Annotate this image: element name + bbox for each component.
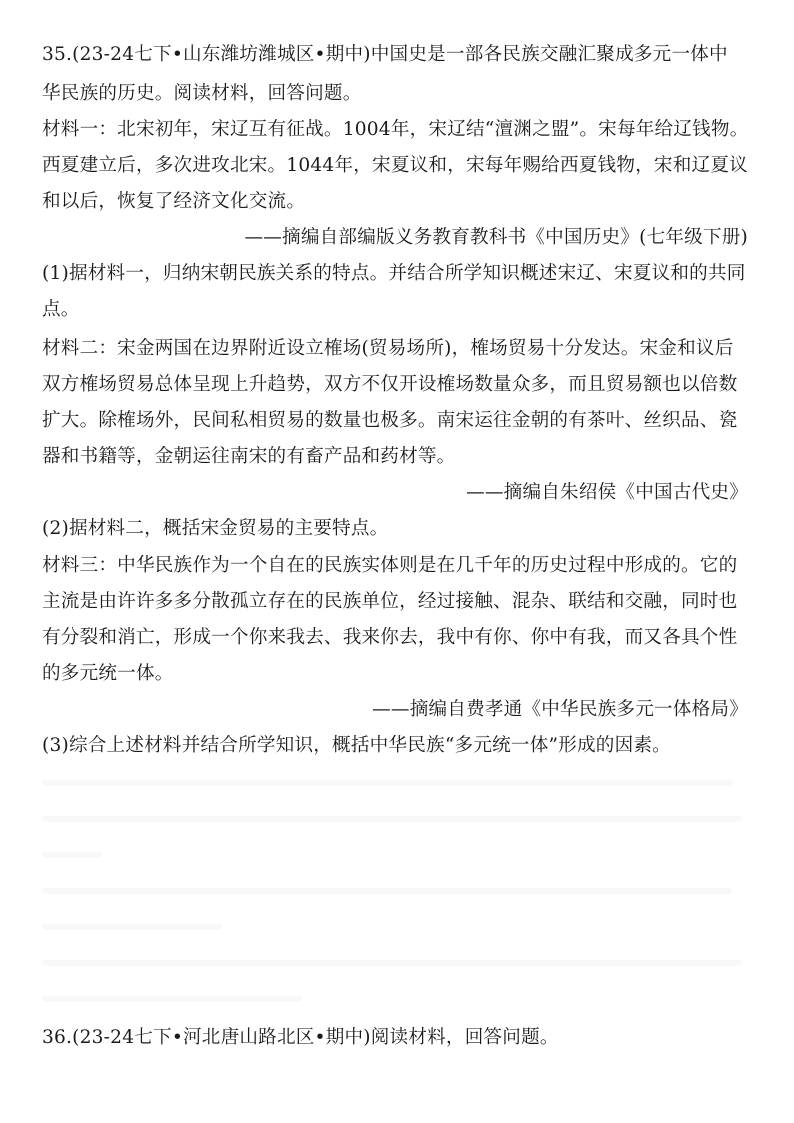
question-2: (2)据材料二，概括宋金贸易的主要特点。 — [42, 518, 389, 539]
material-3-line-4: 的多元统一体。 — [42, 663, 174, 684]
material-2-line-3: 扩大。除榷场外，民间私相贸易的数量也极多。南宋运往金朝的有茶叶、丝织品、瓷 — [42, 410, 738, 431]
question-1-line-2: 点。 — [42, 299, 80, 320]
question-3: (3)综合上述材料并结合所学知识，概括中华民族“多元统一体”形成的因素。 — [42, 735, 671, 756]
faint-line — [42, 960, 742, 966]
faint-line — [42, 816, 742, 822]
q35-stem-line-2: 华民族的历史。阅读材料，回答问题。 — [42, 83, 362, 104]
material-3-line-1: 材料三：中华民族作为一个自在的民族实体则是在几千年的历史过程中形成的。它的 — [42, 555, 738, 576]
material-2-line-4: 器和书籍等，金朝运往南宋的有畜产品和药材等。 — [42, 446, 456, 467]
material-1-line-1: 材料一：北宋初年，宋辽互有征战。1004年，宋辽结“澶渊之盟”。宋每年给辽钱物。 — [42, 119, 749, 140]
material-3-line-2: 主流是由许许多多分散孤立存在的民族单位，经过接触、混杂、联结和交融，同时也 — [42, 591, 738, 612]
q36-stem: 36.(23-24七下•河北唐山路北区•期中)阅读材料，回答问题。 — [42, 1027, 559, 1048]
faint-line — [42, 852, 102, 858]
material-3-source: ——摘编自费孝通《中华民族多元一体格局》 — [372, 699, 748, 720]
faint-line — [42, 780, 732, 786]
material-2-source: ——摘编自朱绍侯《中国古代史》 — [466, 482, 748, 503]
material-2-line-2: 双方榷场贸易总体呈现上升趋势，双方不仅开设榷场数量众多，而且贸易额也以倍数 — [42, 374, 738, 395]
faint-line — [42, 924, 222, 930]
material-1-line-2: 西夏建立后，多次进攻北宋。1044年，宋夏议和，宋每年赐给西夏钱物，宋和辽夏议 — [42, 155, 748, 176]
material-2-line-1: 材料二：宋金两国在边界附近设立榷场(贸易场所)，榷场贸易十分发达。宋金和议后 — [42, 338, 734, 359]
faint-line — [42, 888, 732, 894]
material-3-line-3: 有分裂和消亡，形成一个你来我去、我来你去，我中有你、你中有我，而又各具个性 — [42, 627, 738, 648]
material-1-source: ——摘编自部编版义务教育教科书《中国历史》(七年级下册) — [244, 227, 748, 248]
q35-stem-line-1: 35.(23-24七下•山东潍坊潍城区•期中)中国史是一部各民族交融汇聚成多元一体中 — [42, 44, 728, 65]
material-1-line-3: 和以后，恢复了经济文化交流。 — [42, 191, 306, 212]
faint-line — [42, 996, 302, 1002]
question-1-line-1: (1)据材料一，归纳宋朝民族关系的特点。并结合所学知识概述宋辽、宋夏议和的共同 — [42, 263, 746, 284]
faint-answer-area — [42, 770, 754, 1010]
